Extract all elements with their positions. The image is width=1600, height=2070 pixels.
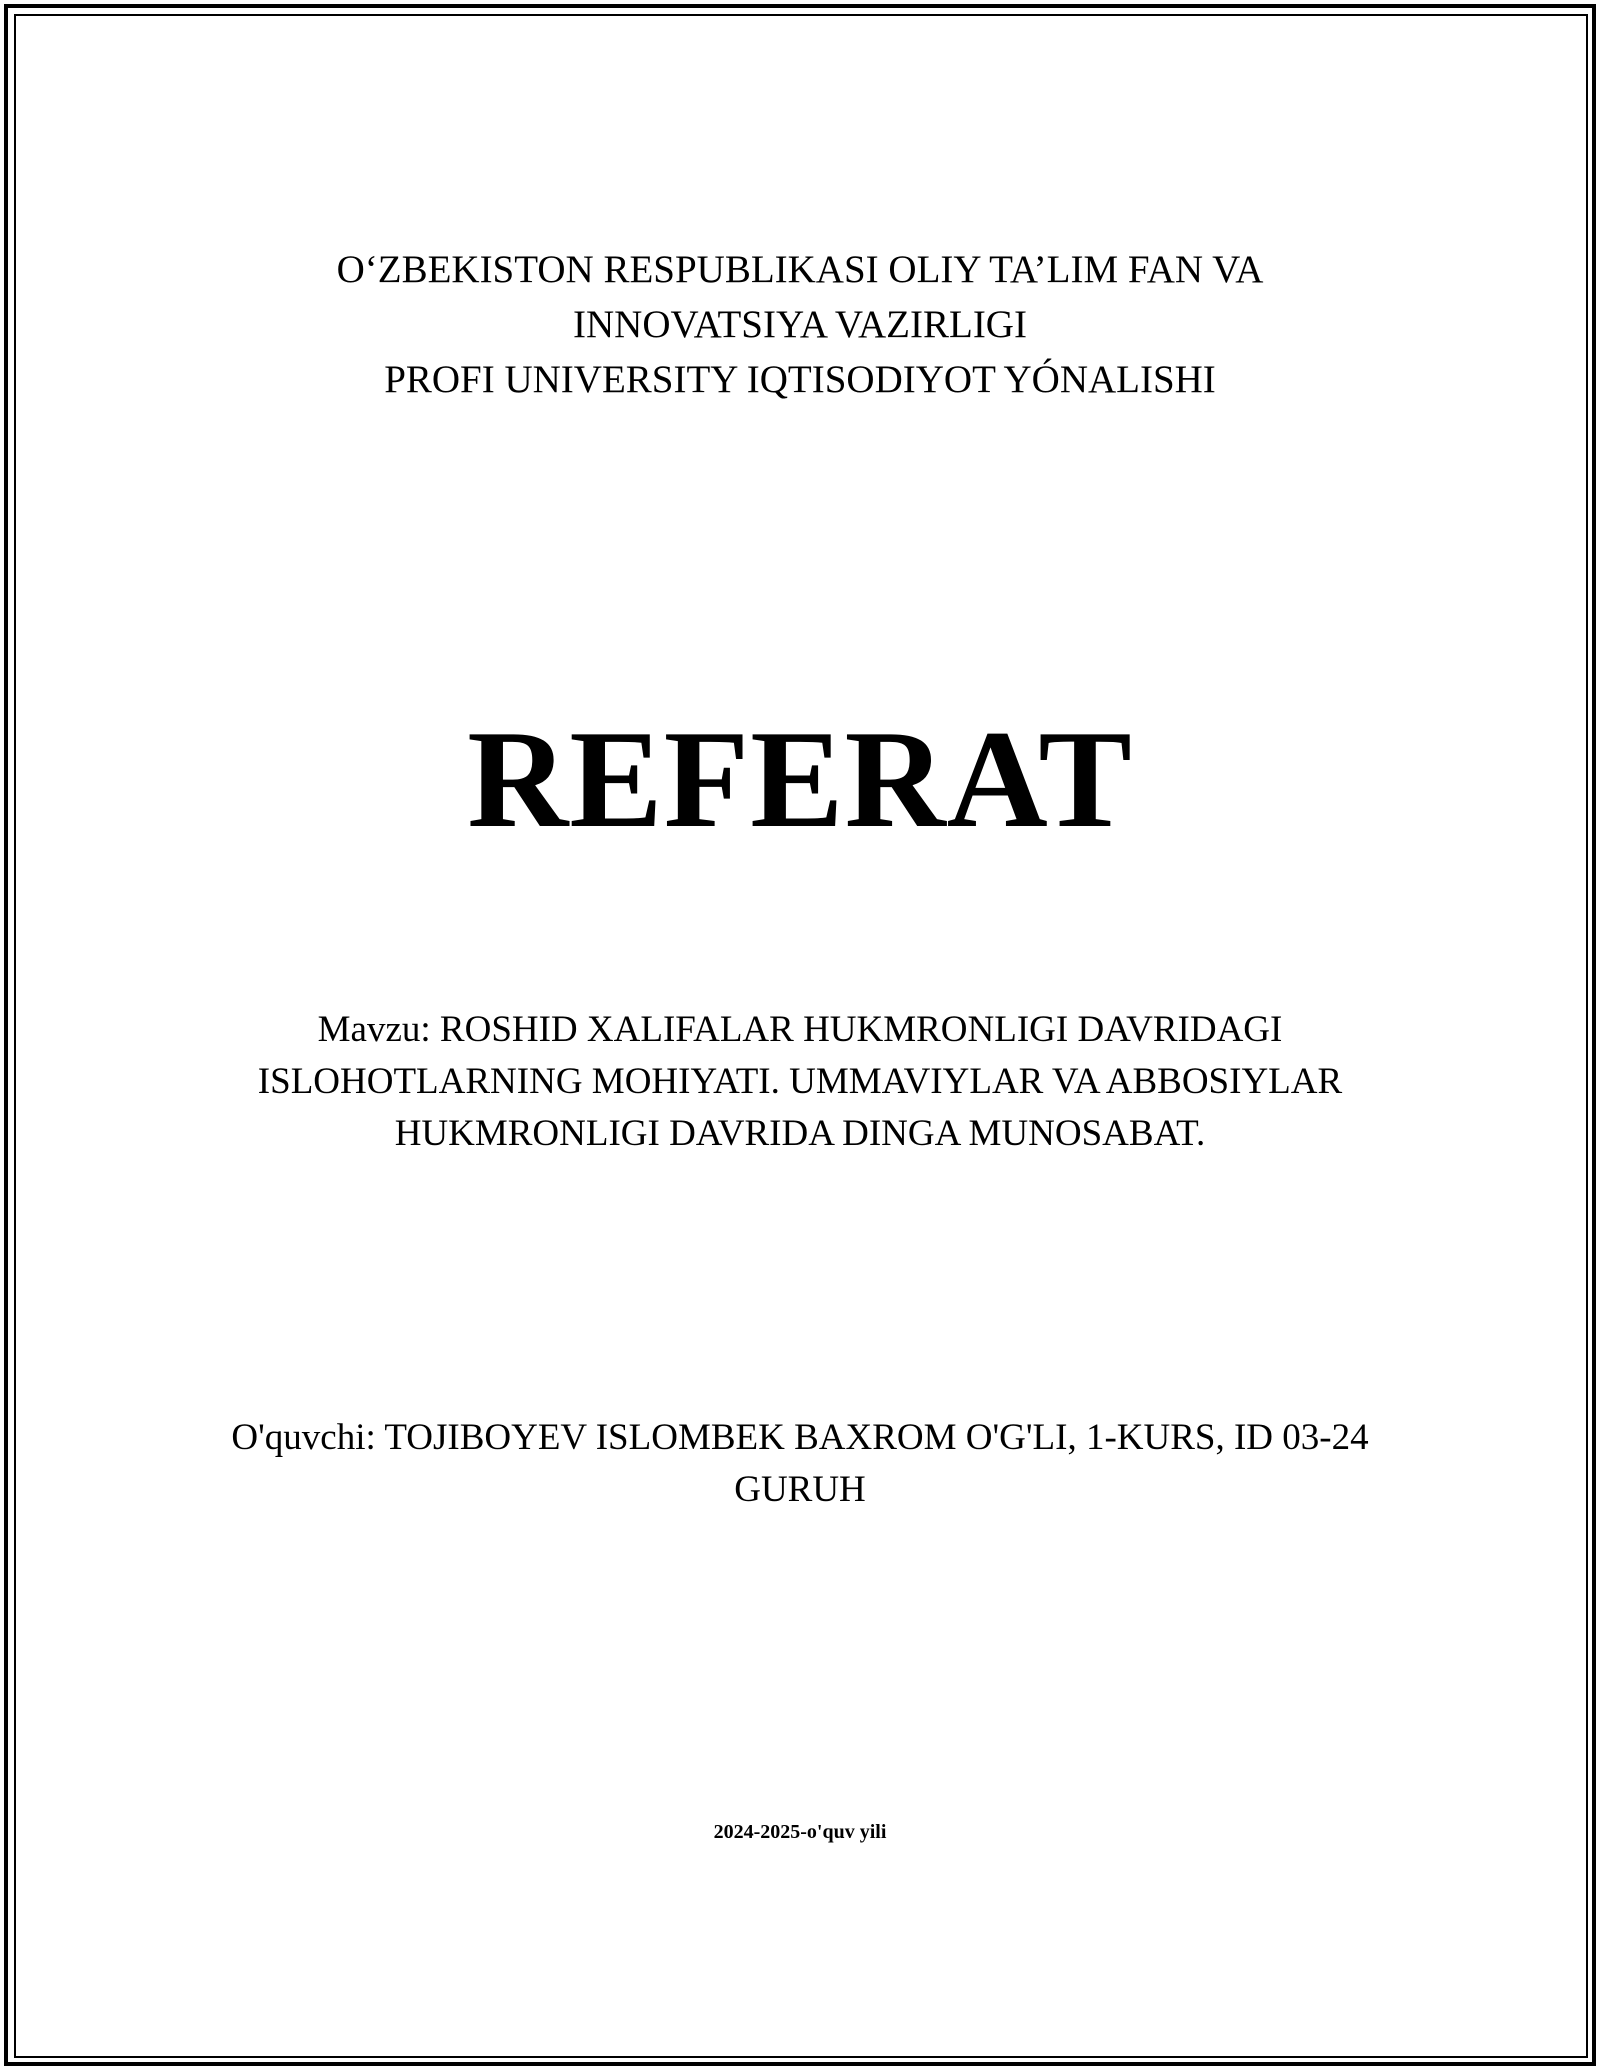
university-line: PROFI UNIVERSITY IQTISODIYOT YÓNALISHI [384, 358, 1216, 401]
ministry-header [0, 242, 1600, 407]
ministry-header-line: INNOVATSIYA VAZIRLIGI [573, 303, 1027, 346]
ministry-header-line: O‘ZBEKISTON RESPUBLIKASI OLIY TA’LIM FAN VA [336, 248, 1264, 291]
student-line: O'quvchi: TOJIBOYEV ISLOMBEK BAXROM O'G'LI, 1-KURS, ID 03-24 [231, 1417, 1369, 1458]
topic-line: Mavzu: ROSHID XALIFALAR HUKMRONLIGI DAVRIDAGI [317, 1009, 1283, 1050]
topic-line: ISLOHOTLARNING MOHIYATI. UMMAVIYLAR VA ABBOSIYLAR [257, 1061, 1343, 1102]
document-title: REFERAT [467, 702, 1133, 857]
academic-year: 2024-2025-o'quv yili [713, 1821, 887, 1843]
topic-line: HUKMRONLIGI DAVRIDA DINGA MUNOSABAT. [394, 1113, 1206, 1154]
student-line: GURUH [734, 1469, 866, 1510]
topic-block [0, 1004, 1600, 1160]
student-block [0, 1412, 1600, 1516]
